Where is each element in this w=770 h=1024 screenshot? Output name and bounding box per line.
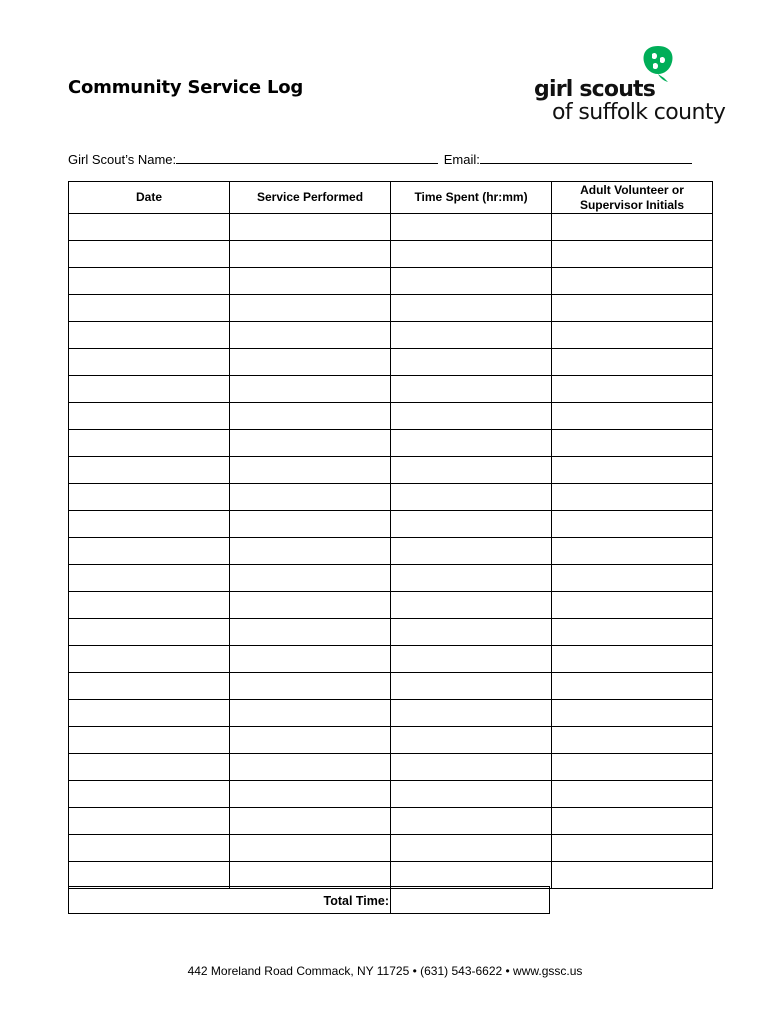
service-cell[interactable] xyxy=(230,376,391,403)
initials-cell[interactable] xyxy=(552,349,713,376)
initials-cell[interactable] xyxy=(552,457,713,484)
date-cell[interactable] xyxy=(69,484,230,511)
initials-cell[interactable] xyxy=(552,754,713,781)
time-cell[interactable] xyxy=(391,700,552,727)
service-cell[interactable] xyxy=(230,403,391,430)
time-cell[interactable] xyxy=(391,835,552,862)
date-cell[interactable] xyxy=(69,322,230,349)
table-row xyxy=(69,619,713,646)
initials-cell[interactable] xyxy=(552,403,713,430)
initials-cell[interactable] xyxy=(552,538,713,565)
table-body xyxy=(69,214,713,889)
time-cell[interactable] xyxy=(391,808,552,835)
date-cell[interactable] xyxy=(69,430,230,457)
service-cell[interactable] xyxy=(230,268,391,295)
date-cell[interactable] xyxy=(69,835,230,862)
initials-cell[interactable] xyxy=(552,673,713,700)
table-row xyxy=(69,592,713,619)
header-initials: Adult Volunteer or Supervisor Initials xyxy=(552,182,713,214)
date-cell[interactable] xyxy=(69,241,230,268)
initials-cell[interactable] xyxy=(552,700,713,727)
time-cell[interactable] xyxy=(391,862,552,889)
service-cell[interactable] xyxy=(230,538,391,565)
initials-cell[interactable] xyxy=(552,808,713,835)
service-cell[interactable] xyxy=(230,727,391,754)
table-row xyxy=(69,646,713,673)
service-cell[interactable] xyxy=(230,700,391,727)
initials-cell[interactable] xyxy=(552,241,713,268)
initials-cell[interactable] xyxy=(552,592,713,619)
service-cell[interactable] xyxy=(230,673,391,700)
time-cell[interactable] xyxy=(391,565,552,592)
date-cell[interactable] xyxy=(69,646,230,673)
total-time-label: Total Time: xyxy=(323,894,389,908)
footer-address: 442 Moreland Road Commack, NY 11725 • (631) 543-6622 • www.gssc.us xyxy=(187,964,583,978)
table-row xyxy=(69,430,713,457)
table-row xyxy=(69,565,713,592)
initials-cell[interactable] xyxy=(552,376,713,403)
service-cell[interactable] xyxy=(230,835,391,862)
date-cell[interactable] xyxy=(69,673,230,700)
date-cell[interactable] xyxy=(69,403,230,430)
time-cell[interactable] xyxy=(391,376,552,403)
date-cell[interactable] xyxy=(69,727,230,754)
table-row xyxy=(69,268,713,295)
table-row xyxy=(69,727,713,754)
time-cell[interactable] xyxy=(391,430,552,457)
table-row xyxy=(69,538,713,565)
time-cell[interactable] xyxy=(391,619,552,646)
time-cell[interactable] xyxy=(391,754,552,781)
service-cell[interactable] xyxy=(230,862,391,889)
service-cell[interactable] xyxy=(230,565,391,592)
name-label: Girl Scout’s Name: xyxy=(68,152,177,167)
time-cell[interactable] xyxy=(391,457,552,484)
service-cell[interactable] xyxy=(230,808,391,835)
logo-line-2: of suffolk county xyxy=(552,100,726,125)
service-cell[interactable] xyxy=(230,322,391,349)
header-service: Service Performed xyxy=(230,182,391,214)
date-cell[interactable] xyxy=(69,862,230,889)
date-cell[interactable] xyxy=(69,457,230,484)
table-row xyxy=(69,403,713,430)
table-row xyxy=(69,457,713,484)
date-cell[interactable] xyxy=(69,592,230,619)
service-log-table xyxy=(68,181,713,889)
service-cell[interactable] xyxy=(230,349,391,376)
info-fields xyxy=(68,151,692,167)
table-row xyxy=(69,754,713,781)
date-cell[interactable] xyxy=(69,376,230,403)
email-field-line[interactable] xyxy=(480,151,692,164)
initials-cell[interactable] xyxy=(552,268,713,295)
email-label: Email: xyxy=(443,152,480,167)
table-row xyxy=(69,349,713,376)
date-cell[interactable] xyxy=(69,754,230,781)
initials-cell[interactable] xyxy=(552,565,713,592)
table-row xyxy=(69,295,713,322)
name-field-line[interactable] xyxy=(176,151,438,164)
table-header-row xyxy=(69,182,713,214)
service-cell[interactable] xyxy=(230,295,391,322)
total-time-row xyxy=(68,886,550,914)
table-row xyxy=(69,484,713,511)
date-cell[interactable] xyxy=(69,349,230,376)
time-cell[interactable] xyxy=(391,484,552,511)
time-cell[interactable] xyxy=(391,511,552,538)
logo-line-1: girl scouts xyxy=(534,77,656,102)
table-row xyxy=(69,241,713,268)
table-row xyxy=(69,781,713,808)
time-cell[interactable] xyxy=(391,295,552,322)
table-row xyxy=(69,322,713,349)
total-time-cell[interactable] xyxy=(390,887,549,913)
time-cell[interactable] xyxy=(391,322,552,349)
initials-cell[interactable] xyxy=(552,322,713,349)
time-cell[interactable] xyxy=(391,781,552,808)
date-cell[interactable] xyxy=(69,295,230,322)
service-cell[interactable] xyxy=(230,484,391,511)
service-cell[interactable] xyxy=(230,646,391,673)
initials-cell[interactable] xyxy=(552,781,713,808)
header-date: Date xyxy=(69,182,230,214)
initials-cell[interactable] xyxy=(552,511,713,538)
table-row xyxy=(69,808,713,835)
service-cell[interactable] xyxy=(230,214,391,241)
time-cell[interactable] xyxy=(391,403,552,430)
table-row xyxy=(69,835,713,862)
table-row xyxy=(69,511,713,538)
service-cell[interactable] xyxy=(230,511,391,538)
service-cell[interactable] xyxy=(230,430,391,457)
table-row xyxy=(69,214,713,241)
page-title: Community Service Log xyxy=(68,77,304,98)
time-cell[interactable] xyxy=(391,592,552,619)
time-cell[interactable] xyxy=(391,727,552,754)
service-cell[interactable] xyxy=(230,754,391,781)
service-cell[interactable] xyxy=(230,241,391,268)
time-cell[interactable] xyxy=(391,646,552,673)
time-cell[interactable] xyxy=(391,673,552,700)
table-row xyxy=(69,862,713,889)
time-cell[interactable] xyxy=(391,214,552,241)
initials-cell[interactable] xyxy=(552,646,713,673)
date-cell[interactable] xyxy=(69,781,230,808)
date-cell[interactable] xyxy=(69,538,230,565)
time-cell[interactable] xyxy=(391,268,552,295)
table-row xyxy=(69,673,713,700)
date-cell[interactable] xyxy=(69,511,230,538)
initials-cell[interactable] xyxy=(552,727,713,754)
service-cell[interactable] xyxy=(230,619,391,646)
time-cell[interactable] xyxy=(391,241,552,268)
service-cell[interactable] xyxy=(230,781,391,808)
table-row xyxy=(69,700,713,727)
initials-cell[interactable] xyxy=(552,295,713,322)
date-cell[interactable] xyxy=(69,808,230,835)
table-row xyxy=(69,376,713,403)
initials-cell[interactable] xyxy=(552,214,713,241)
time-cell[interactable] xyxy=(391,349,552,376)
date-cell[interactable] xyxy=(69,214,230,241)
initials-cell[interactable] xyxy=(552,619,713,646)
date-cell[interactable] xyxy=(69,619,230,646)
initials-cell[interactable] xyxy=(552,862,713,889)
header-time: Time Spent (hr:mm) xyxy=(391,182,552,214)
initials-cell[interactable] xyxy=(552,835,713,862)
initials-cell[interactable] xyxy=(552,484,713,511)
date-cell[interactable] xyxy=(69,700,230,727)
service-cell[interactable] xyxy=(230,457,391,484)
service-cell[interactable] xyxy=(230,592,391,619)
girl-scouts-logo xyxy=(530,44,726,130)
date-cell[interactable] xyxy=(69,268,230,295)
initials-cell[interactable] xyxy=(552,430,713,457)
date-cell[interactable] xyxy=(69,565,230,592)
time-cell[interactable] xyxy=(391,538,552,565)
